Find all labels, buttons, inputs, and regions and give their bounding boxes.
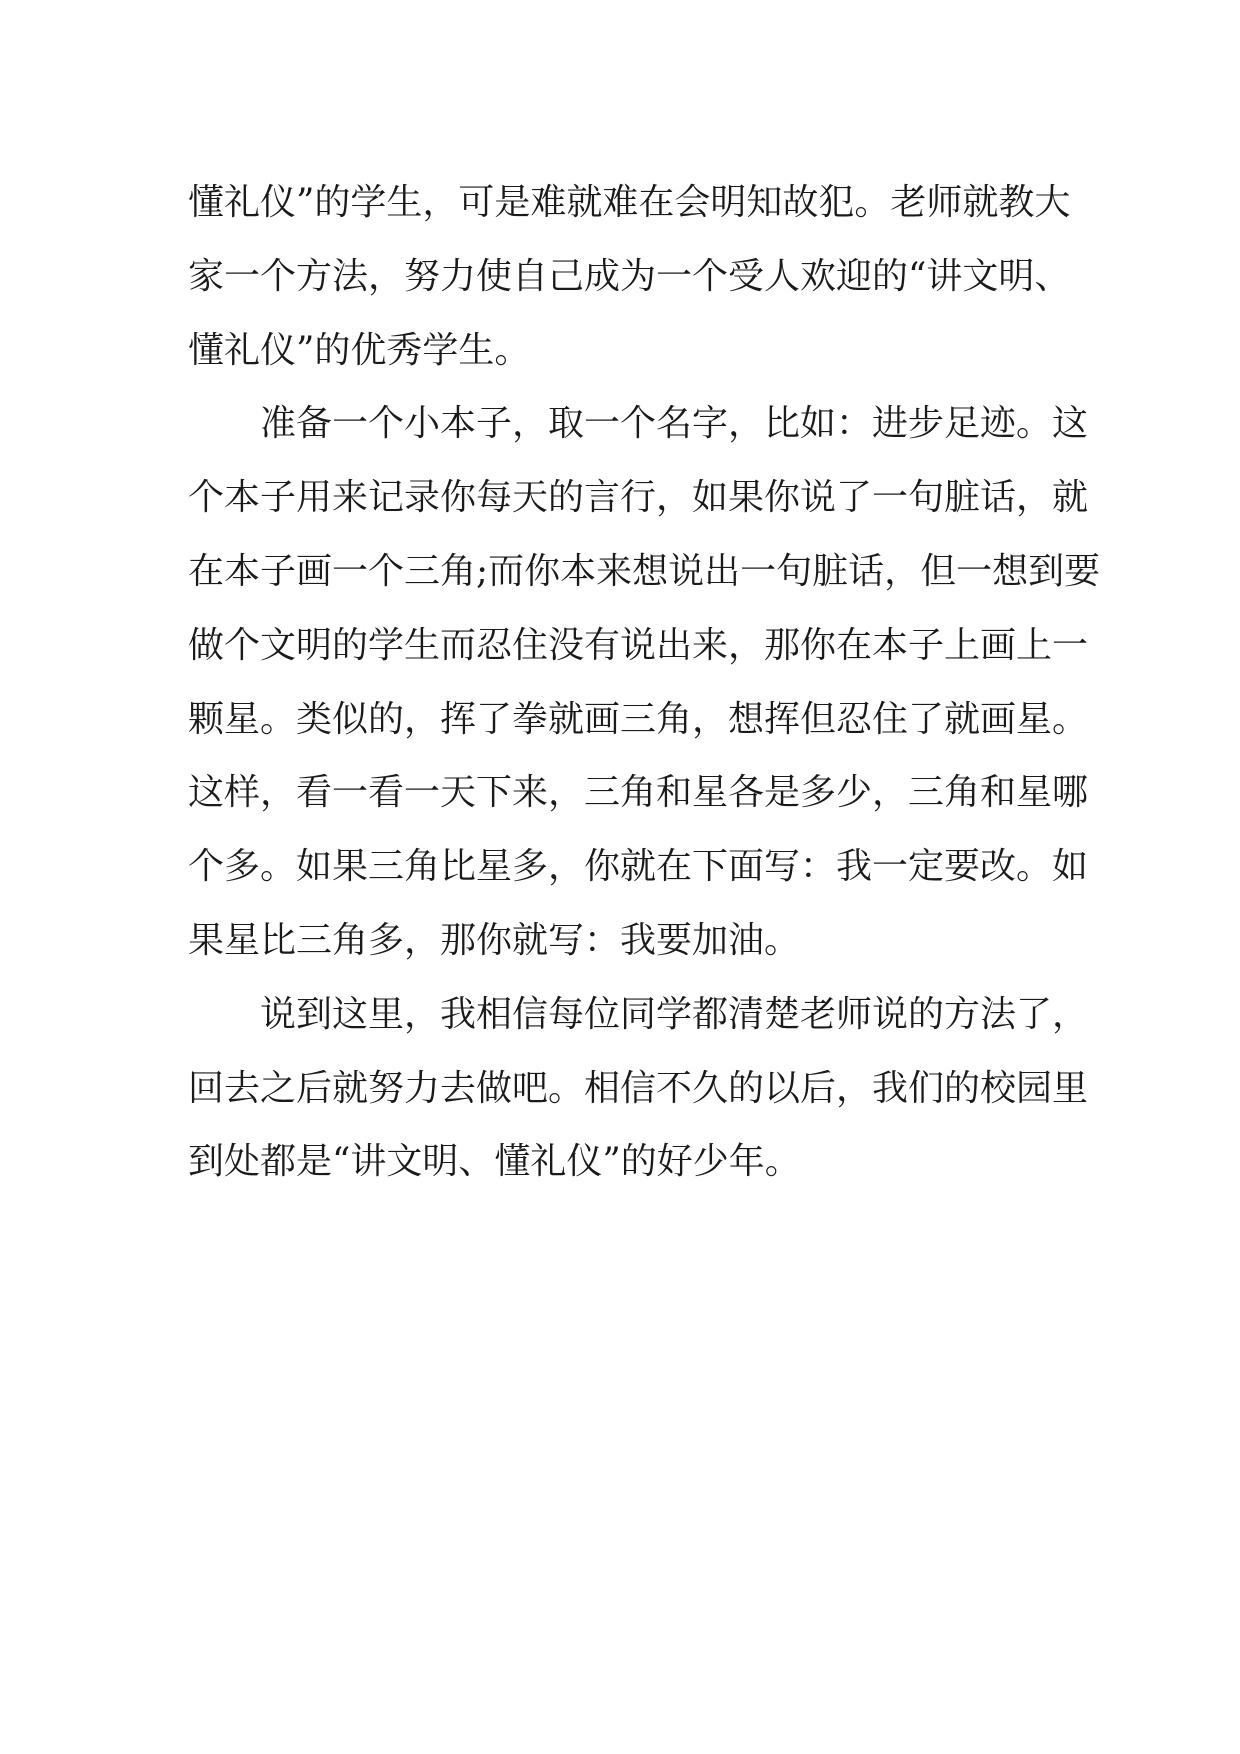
document-body (188, 166, 1101, 1199)
text-line: 个多。如果三角比星多，你就在下面写：我一定要改。如 (188, 846, 1089, 888)
paragraph (188, 166, 1071, 387)
text-line: 懂礼仪”的优秀学生。 (188, 329, 531, 371)
text-line: 说到这里，我相信每位同学都清楚老师说的方法了， (260, 993, 1089, 1035)
text-line: 颗星。类似的，挥了拳就画三角，想挥但忍住了就画星。 (188, 698, 1089, 740)
text-line: 果星比三角多，那你就写：我要加油。 (188, 919, 801, 961)
text-line: 家一个方法，努力使自己成为一个受人欢迎的“讲文明、 (188, 255, 1071, 297)
paragraph (188, 978, 1089, 1199)
paragraph (188, 387, 1101, 977)
text-line: 这样，看一看一天下来，三角和星各是多少，三角和星哪 (188, 772, 1089, 814)
text-line: 做个文明的学生而忍住没有说出来，那你在本子上画上一 (188, 624, 1089, 666)
text-line: 到处都是“讲文明、懂礼仪”的好少年。 (188, 1141, 801, 1183)
text-line: 在本子画一个三角;而你本来想说出一句脏话，但一想到要 (188, 550, 1101, 592)
text-line: 懂礼仪”的学生，可是难就难在会明知故犯。老师就教大 (188, 182, 1071, 223)
text-line: 回去之后就努力去做吧。相信不久的以后，我们的校园里 (188, 1067, 1089, 1109)
text-line: 准备一个小本子，取一个名字，比如：进步足迹。这 (260, 403, 1089, 445)
text-line: 个本子用来记录你每天的言行，如果你说了一句脏话，就 (188, 477, 1089, 519)
